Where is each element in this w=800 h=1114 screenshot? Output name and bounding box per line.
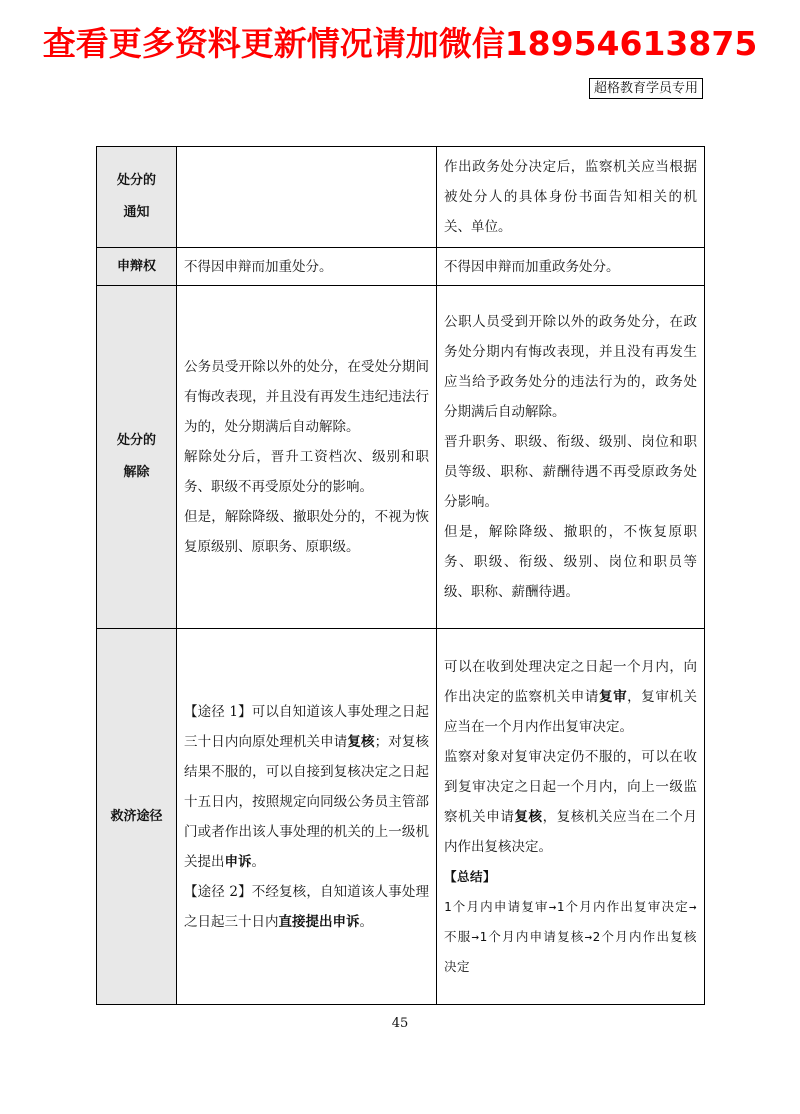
row-label-remedy: 救济途径 [97,629,177,1005]
paragraph: 晋升职务、职级、衔级、级别、岗位和职员等级、职称、薪酬待遇不再受原政务处分影响。 [444,434,697,510]
paragraph [444,742,697,862]
cell-supervision-remedy [437,629,705,1005]
label-line: 处分的 [116,433,156,448]
text: 可以在收到处理决定之日起一个月内，向作出决定的监察机关申请 [444,658,697,705]
cell-civil-servant-remedy [177,629,437,1005]
paragraph: 公务员受开除以外的处分，在受处分期间有悔改表现，并且没有再发生违纪违法行为的，处分期满后自动解除。 [184,359,429,435]
bold-text: 复核 [514,808,543,825]
paragraph [184,697,429,877]
label-line: 通知 [123,205,150,220]
cell-supervision-release [437,286,705,629]
cell-supervision-notice: 作出政务处分决定后，监察机关应当根据被处分人的具体身份书面告知相关的机关、单位。 [437,147,705,248]
paragraph: 但是，解除降级、撤职的，不恢复原职务、职级、衔级、级别、岗位和职员等级、职称、薪酬待遇。 [444,524,697,600]
summary-title: 【总结】 [444,868,497,884]
label-line: 解除 [123,465,150,480]
student-badge: 超格教育学员专用 [589,78,703,99]
table-row-remedy [97,629,705,1005]
bold-text: 申诉 [224,853,252,870]
cell-civil-servant-defense: 不得因申辩而加重处分。 [177,248,437,286]
row-label-release [97,286,177,629]
label-line: 处分的 [116,173,156,188]
text: ，复核机关应当在二个月内作出复核决定。 [444,808,698,855]
text: 监察对象对复审决定仍不服的，可以在收到复审决定之日起一个月内，向上一级监察机关申请 [444,748,697,825]
page-number: 45 [391,1016,409,1031]
text: ；对复核结果不服的，可以自接到复核决定之日起十五日内，按照规定向同级公务员主管部门或者作出该人事处理的机关的上一级机关提出 [184,733,430,870]
cell-civil-servant-release [177,286,437,629]
paragraph: 解除处分后，晋升工资档次、级别和职务、职级不再受原处分的影响。 [184,449,429,495]
paragraph [184,877,429,937]
paragraph: 公职人员受到开除以外的政务处分，在政务处分期内有悔改表现，并且没有再发生应当给予政务处分的违法行为的，政务处分期满后自动解除。 [444,314,697,420]
row-label-defense: 申辩权 [97,248,177,286]
bold-text: 直接提出申诉 [278,913,360,930]
watermark-banner: 查看更多资料更新情况请加微信18954613875 [42,24,758,63]
summary-text: 1个月内申请复审→1个月内作出复审决定→不服→1个月内申请复核→2个月内作出复核决定 [444,898,697,974]
text: 【途径 2】不经复核，自知道该人事处理之日起三十日内 [184,883,429,930]
text: 。 [251,853,265,870]
table-row-defense [97,248,705,286]
text: 。 [359,913,373,930]
paragraph [444,652,697,742]
row-label-notice [97,147,177,248]
table-row-notice [97,147,705,248]
cell-supervision-defense: 不得因申辩而加重政务处分。 [437,248,705,286]
bold-text: 复核 [347,733,375,750]
comparison-table [96,146,705,1005]
cell-civil-servant-notice [177,147,437,248]
bold-text: 复审 [598,688,628,705]
paragraph: 但是，解除降级、撤职处分的，不视为恢复原级别、原职务、原职级。 [184,509,429,555]
text: ，复审机关应当在一个月内作出复审决定。 [444,688,698,735]
text: 【途径 1】可以自知道该人事处理之日起三十日内向原处理机关申请 [184,703,429,750]
table-row-release [97,286,705,629]
